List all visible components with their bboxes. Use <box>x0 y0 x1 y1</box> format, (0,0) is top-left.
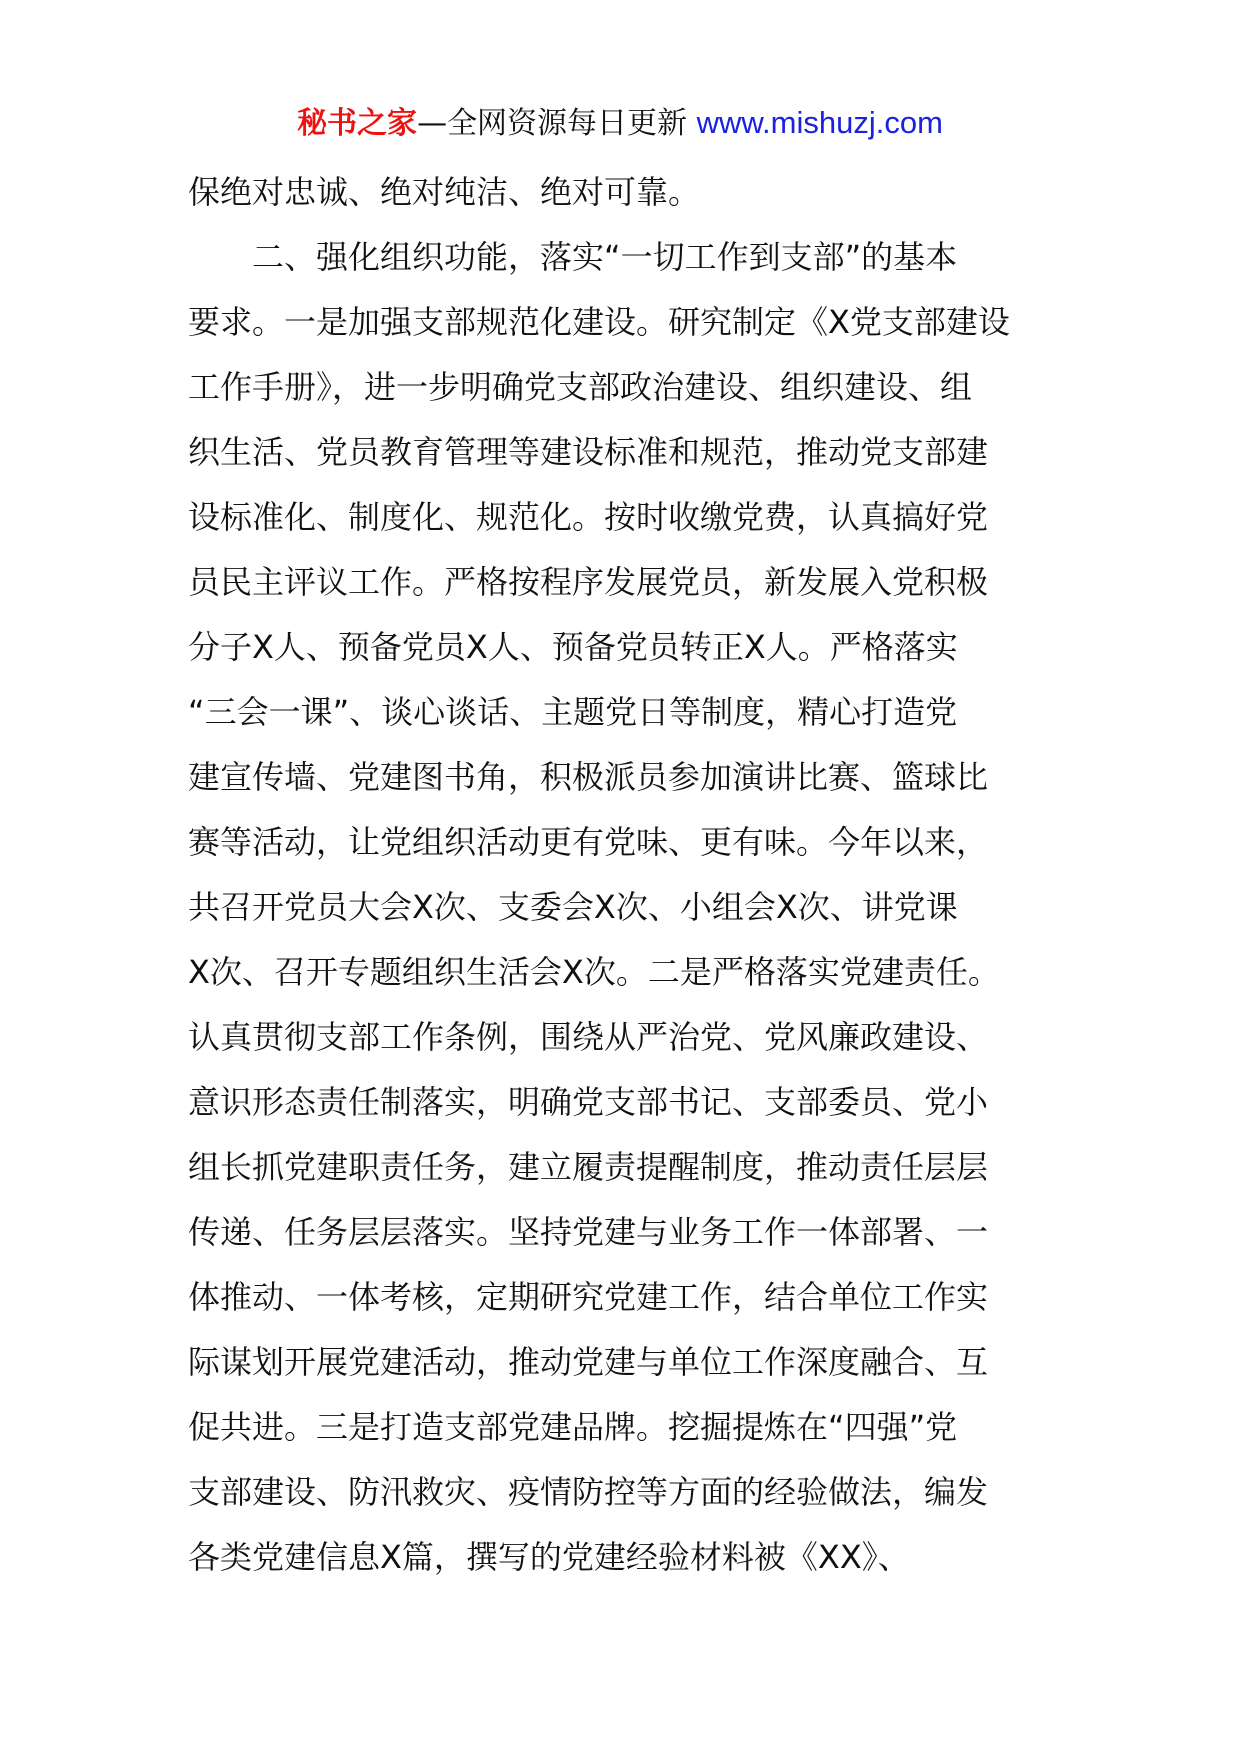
paragraph-line: 建宣传墙、党建图书角，积极派员参加演讲比赛、篮球比 <box>188 758 989 796</box>
paragraph-line: 际谋划开展党建活动，推动党建与单位工作深度融合、互 <box>188 1343 989 1381</box>
paragraph-line: “三会一课”、谈心谈话、主题党日等制度，精心打造党 <box>188 693 958 731</box>
paragraph-line: 组长抓党建职责任务，建立履责提醒制度，推动责任层层 <box>188 1148 989 1186</box>
paragraph-line: 织生活、党员教育管理等建设标准和规范，推动党支部建 <box>188 433 989 471</box>
paragraph-line: 认真贯彻支部工作条例，围绕从严治党、党风廉政建设、 <box>188 1018 989 1056</box>
header-slogan: —全网资源每日更新 <box>417 106 688 141</box>
paragraph-line: 支部建设、防汛救灾、疫情防控等方面的经验做法，编发 <box>188 1473 989 1511</box>
page-header <box>0 100 1240 147</box>
paragraph-line: 意识形态责任制落实，明确党支部书记、支部委员、党小 <box>188 1083 989 1121</box>
paragraph-line: 赛等活动，让党组织活动更有党味、更有味。今年以来， <box>188 823 989 861</box>
website-link[interactable]: www.mishuzj.com <box>696 105 943 140</box>
paragraph-line: 工作手册》，进一步明确党支部政治建设、组织建设、组 <box>188 368 973 406</box>
paragraph-line: 员民主评议工作。严格按程序发展党员，新发展入党积极 <box>188 563 989 601</box>
paragraph-line: 要求。一是加强支部规范化建设。研究制定《X党支部建设 <box>188 303 1010 341</box>
paragraph-line: 保绝对忠诚、绝对纯洁、绝对可靠。 <box>188 173 701 211</box>
paragraph-line: 分子X人、预备党员X人、预备党员转正X人。严格落实 <box>188 628 958 666</box>
brand-name: 秘书之家 <box>297 106 418 141</box>
paragraph-line: 共召开党员大会X次、支委会X次、小组会X次、讲党课 <box>188 888 958 926</box>
paragraph-line: 促共进。三是打造支部党建品牌。挖掘提炼在“四强”党 <box>188 1408 958 1446</box>
paragraph-line: 各类党建信息X篇，撰写的党建经验材料被《XX》、 <box>188 1538 910 1576</box>
document-body <box>188 160 1088 1590</box>
paragraph-line: 传递、任务层层落实。坚持党建与业务工作一体部署、一 <box>188 1213 989 1251</box>
paragraph-line: 体推动、一体考核，定期研究党建工作，结合单位工作实 <box>188 1278 989 1316</box>
paragraph-line: 二、强化组织功能，落实“一切工作到支部”的基本 <box>252 238 958 276</box>
paragraph-line: X次、召开专题组织生活会X次。二是严格落实党建责任。 <box>188 953 1000 991</box>
paragraph-line: 设标准化、制度化、规范化。按时收缴党费，认真搞好党 <box>188 498 989 536</box>
